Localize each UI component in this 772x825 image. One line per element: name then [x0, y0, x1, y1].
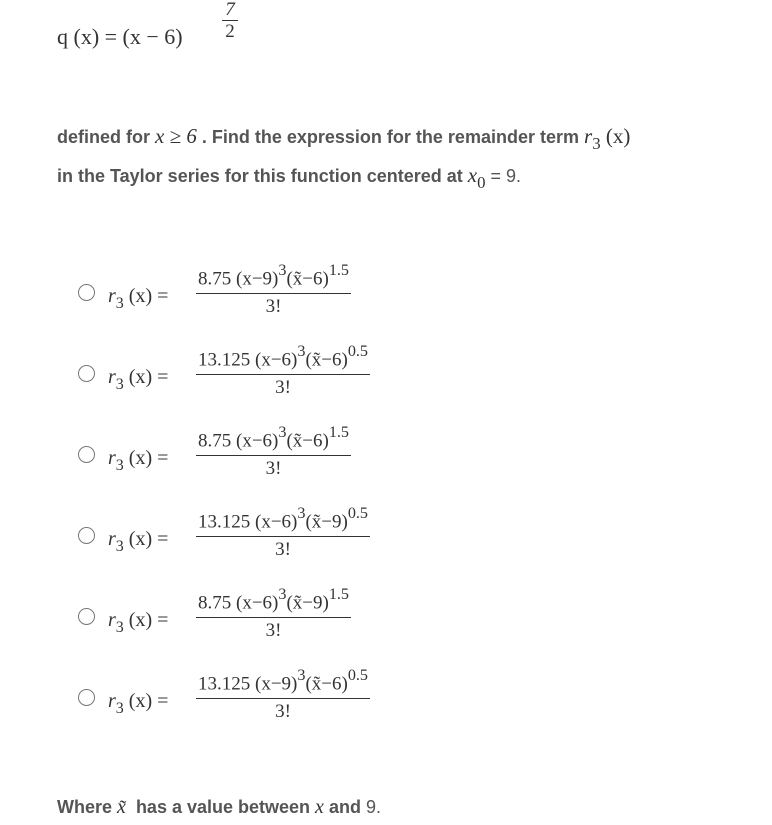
option-fraction — [196, 586, 351, 642]
option-lhs-rest: (x) = — [128, 690, 169, 712]
option-power-1: 3 — [297, 666, 306, 684]
option-factor-1: (x−6) — [255, 511, 298, 533]
answer-option-1[interactable] — [78, 262, 458, 334]
option-factor-1: (x−6) — [255, 349, 298, 371]
option-denominator: 3! — [265, 458, 282, 480]
option-lhs — [108, 609, 169, 636]
function-base: q (x) = (x − 6) — [57, 24, 183, 49]
remainder-r: r — [584, 124, 593, 148]
text-find-expression: . Find the expression for the remainder term — [201, 127, 579, 147]
option-power-1: 3 — [278, 585, 287, 603]
option-numerator — [196, 343, 370, 375]
radio-button[interactable] — [78, 608, 95, 625]
option-power-1: 3 — [278, 423, 287, 441]
option-r-subscript: 3 — [115, 294, 124, 312]
text-and: and — [328, 797, 361, 817]
option-factor-2: (x̃−6) — [286, 268, 329, 290]
option-numerator — [196, 667, 370, 699]
option-power-2: 0.5 — [347, 504, 369, 522]
option-power-2: 0.5 — [347, 666, 369, 684]
option-factor-2: (x̃−9) — [305, 511, 348, 533]
option-factor-1: (x−6) — [236, 592, 279, 614]
option-r: r — [108, 690, 116, 712]
option-fraction — [196, 505, 370, 561]
function-exponent — [222, 0, 238, 41]
option-fraction — [196, 262, 351, 318]
domain-condition: x ≥ 6 — [155, 124, 197, 148]
radio-button[interactable] — [78, 365, 95, 382]
option-r-subscript: 3 — [115, 456, 124, 474]
option-numerator — [196, 586, 351, 618]
option-power-2: 1.5 — [328, 423, 350, 441]
option-r: r — [108, 447, 116, 469]
option-denominator: 3! — [275, 539, 291, 561]
option-power-2: 1.5 — [328, 261, 350, 279]
x-tilde-symbol: x̃ — [117, 796, 126, 818]
option-lhs-rest: (x) = — [128, 366, 169, 388]
option-r-subscript: 3 — [115, 375, 124, 393]
option-denominator: 3! — [265, 296, 282, 318]
option-r: r — [108, 285, 116, 307]
option-power-2: 1.5 — [328, 585, 350, 603]
option-r-subscript: 3 — [115, 618, 124, 636]
option-power-1: 3 — [297, 342, 306, 360]
problem-line-2 — [57, 163, 522, 192]
option-denominator: 3! — [275, 377, 291, 399]
option-factor-2: (x̃−6) — [305, 673, 348, 695]
option-numerator — [196, 262, 351, 294]
option-factor-2: (x̃−6) — [286, 430, 329, 452]
option-lhs-rest: (x) = — [128, 285, 169, 307]
problem-line-1 — [57, 124, 631, 153]
option-factor-1: (x−9) — [255, 673, 298, 695]
option-coefficient: 8.75 — [198, 592, 232, 614]
answer-option-5[interactable] — [78, 586, 458, 658]
center-value: = 9. — [490, 166, 522, 186]
option-r: r — [108, 609, 116, 631]
option-r: r — [108, 366, 116, 388]
option-power-1: 3 — [278, 261, 287, 279]
option-lhs — [108, 690, 169, 717]
option-factor-2: (x̃−9) — [286, 592, 329, 614]
option-numerator — [196, 505, 370, 537]
exponent-numerator: 7 — [225, 0, 235, 20]
option-power-2: 0.5 — [347, 342, 369, 360]
option-coefficient: 13.125 — [198, 511, 251, 533]
option-denominator: 3! — [275, 701, 291, 723]
footer-note — [57, 796, 381, 819]
option-r: r — [108, 528, 116, 550]
option-numerator — [196, 424, 351, 456]
text-defined-for: defined for — [57, 127, 150, 147]
option-fraction — [196, 424, 351, 480]
option-lhs — [108, 528, 169, 555]
radio-button[interactable] — [78, 284, 95, 301]
option-coefficient: 13.125 — [198, 673, 251, 695]
answer-option-3[interactable] — [78, 424, 458, 496]
option-factor-1: (x−6) — [236, 430, 279, 452]
option-fraction — [196, 667, 370, 723]
answer-option-4[interactable] — [78, 505, 458, 577]
x-symbol: x — [315, 796, 324, 818]
center-symbol — [467, 163, 486, 192]
text-has-value-between: has a value between — [135, 797, 311, 817]
center-x: x — [467, 163, 478, 187]
answer-option-2[interactable] — [78, 343, 458, 415]
option-lhs — [108, 366, 169, 393]
option-r-subscript: 3 — [115, 699, 124, 717]
upper-bound-value: 9. — [365, 797, 381, 817]
option-factor-2: (x̃−6) — [305, 349, 348, 371]
radio-button[interactable] — [78, 689, 95, 706]
remainder-subscript: 3 — [592, 133, 601, 153]
center-subscript: 0 — [477, 172, 486, 192]
answer-option-6[interactable] — [78, 667, 458, 739]
remainder-term-symbol — [584, 124, 631, 153]
option-coefficient: 8.75 — [198, 268, 232, 290]
option-lhs — [108, 285, 169, 312]
option-r-subscript: 3 — [115, 537, 124, 555]
exponent-denominator: 2 — [225, 21, 235, 42]
option-lhs-rest: (x) = — [128, 528, 169, 550]
option-lhs — [108, 447, 169, 474]
option-coefficient: 13.125 — [198, 349, 251, 371]
radio-button[interactable] — [78, 446, 95, 463]
option-power-1: 3 — [297, 504, 306, 522]
option-lhs-rest: (x) = — [128, 609, 169, 631]
option-fraction — [196, 343, 370, 399]
option-coefficient: 8.75 — [198, 430, 232, 452]
option-factor-1: (x−9) — [236, 268, 279, 290]
radio-button[interactable] — [78, 527, 95, 544]
remainder-arg: (x) — [605, 124, 631, 148]
option-denominator: 3! — [265, 620, 282, 642]
option-lhs-rest: (x) = — [128, 447, 169, 469]
text-taylor-series: in the Taylor series for this function centered at — [57, 166, 463, 186]
text-where: Where — [57, 797, 113, 817]
